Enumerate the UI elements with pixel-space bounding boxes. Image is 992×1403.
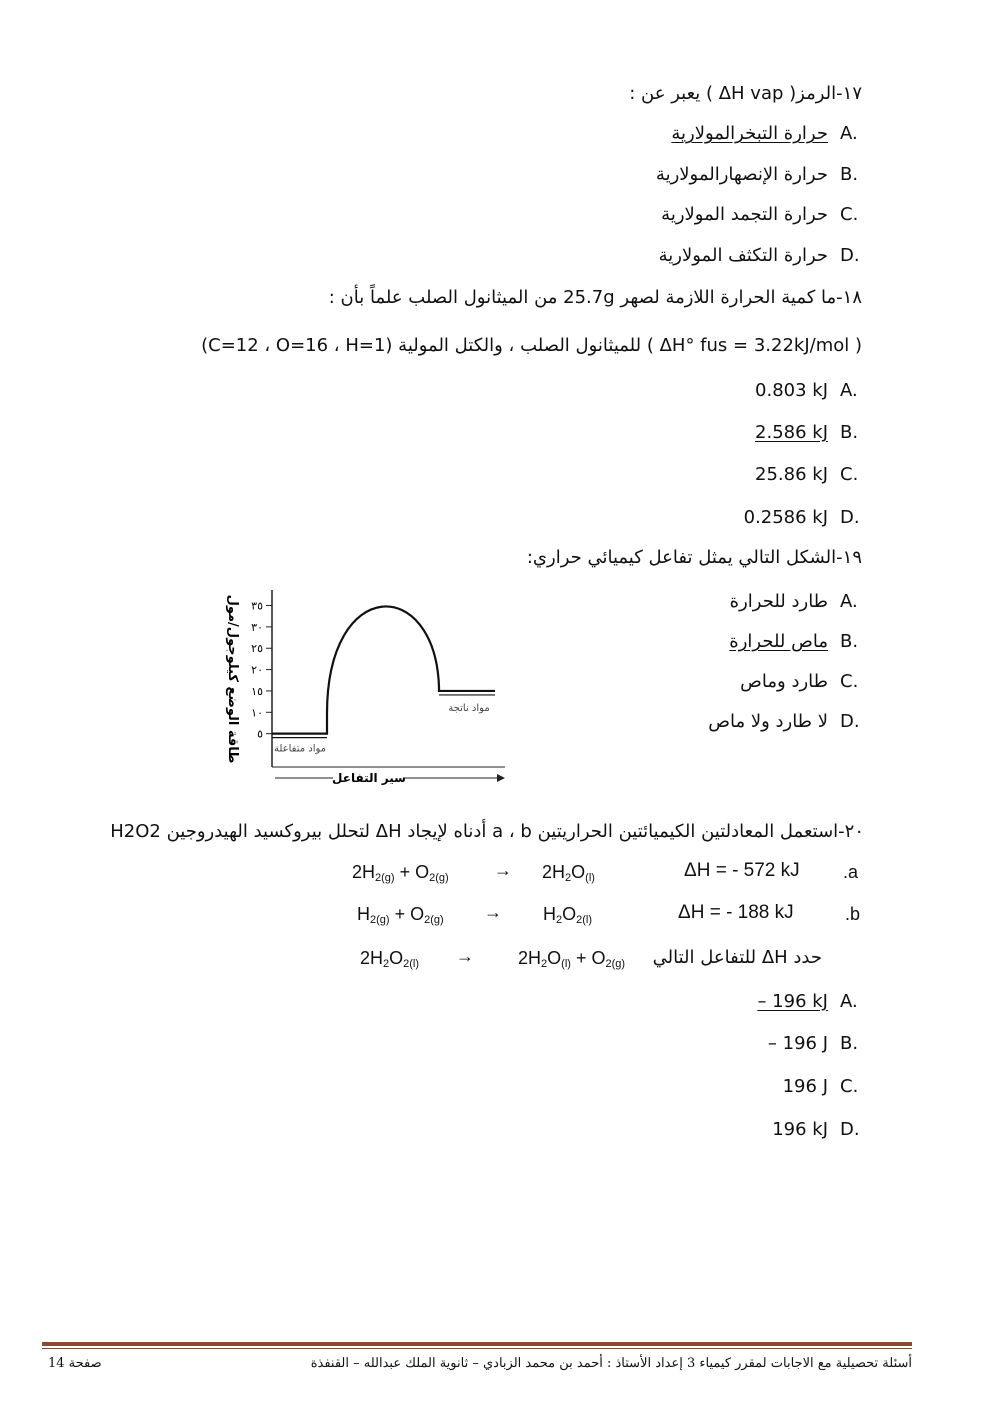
q19-stem: ١٩-الشكل التالي يمثل تفاعل كيميائي حراري: — [526, 547, 862, 568]
q18-given: ( ΔH° fus = 3.22kJ/mol ) للميثانول الصلب ، والكتل المولية (C=12 ، O=16 ، H=1) — [201, 335, 862, 356]
x-arrow-head-icon — [497, 774, 505, 782]
q19-option-b: B.ماص للحرارة — [729, 631, 859, 652]
footer-page-number: صفحة 14 — [48, 1356, 102, 1371]
x-axis-label: سير التفاعل — [332, 771, 406, 785]
eq-a-enthalpy: ΔH = - 572 kJ — [684, 860, 800, 881]
eq-a-arrow: → — [494, 860, 512, 880]
y-tick-label: ١٥ — [251, 684, 263, 698]
q20-stem: ٢٠-استعمل المعادلتين الكيميائتين الحراريتين a ، b أدناه لإيجاد ΔH لتحلل بيروكسيد الهيدروجين H2O2 — [110, 821, 864, 842]
q17-option-b: B.حرارة الإنصهارالمولارية — [655, 164, 859, 185]
eq-b-label: .b — [845, 904, 861, 924]
energy-diagram-chart — [215, 582, 515, 792]
q18-option-a: A.0.803 kJ — [755, 380, 858, 401]
eq-a-label: .a — [843, 862, 859, 882]
eq-b-products: $H_2O_{2(l)}$ — [543, 904, 593, 926]
y-tick-label: ٢٥ — [251, 642, 263, 656]
q17-option-d: D.حرارة التكثف المولارية — [658, 245, 860, 266]
q18-option-b: B.2.586 kJ — [755, 422, 859, 443]
q20-option-a: A.– 196 kJ — [757, 991, 858, 1012]
eq-target-products: $2H_2O_{(l)} + O_{2(g)}$ — [518, 948, 626, 970]
page-footer — [42, 1356, 912, 1376]
q19-option-d: D.لا طارد ولا ماص — [708, 711, 860, 732]
y-axis-label: طاقة الوضع كيلوجول/مول — [225, 594, 240, 764]
reactant-label: مواد متفاعلة — [273, 743, 327, 755]
q18-option-d: D.0.2586 kJ — [743, 507, 860, 528]
eq-target-reactant: $2H_2O_{2(l)}$ — [360, 948, 420, 970]
footer-title: أسئلة تحصيلية مع الاجابات لمقرر كيمياء 3 إعداد الأستاذ : أحمد بن محمد الزبادي – ثانوية الملك عبدالله – القنفذة — [310, 1356, 912, 1371]
eq-b-enthalpy: ΔH = - 188 kJ — [678, 902, 794, 923]
q20-option-d: D.196 kJ — [772, 1119, 860, 1140]
q20-option-b: B.– 196 J — [767, 1033, 859, 1054]
footer-rule-thick — [42, 1342, 912, 1346]
q19-option-a: A.طارد للحرارة — [729, 591, 858, 612]
q20-option-c: C.196 J — [782, 1076, 859, 1097]
footer-rule-thin — [42, 1348, 912, 1349]
q17-stem: ١٧-الرمز( ΔH vap ) يعبر عن : — [629, 83, 862, 104]
y-tick-label: ١٠ — [251, 706, 263, 720]
q19-option-c: C.طارد وماص — [740, 671, 859, 692]
q18-option-c: C.25.86 kJ — [755, 464, 859, 485]
q18-stem: ١٨-ما كمية الحرارة اللازمة لصهر 25.7g من الميثانول الصلب علماً بأن : — [328, 287, 862, 308]
y-tick-label: ٣٠ — [251, 620, 263, 634]
energy-curve — [272, 606, 495, 733]
q17-option-c: C.حرارة التجمد المولارية — [661, 204, 859, 225]
y-tick-label: ٣٥ — [251, 599, 263, 613]
eq-target-arrow: → — [456, 946, 474, 966]
q17-option-a: A.حرارة التبخرالمولارية — [671, 123, 858, 144]
y-tick-label: ٢٠ — [251, 663, 263, 677]
product-label: مواد ناتجة — [448, 702, 490, 714]
eq-a-reactants: $2H_{2(g)} + O_{2(g)}$ — [352, 862, 449, 884]
eq-b-arrow: → — [484, 902, 502, 922]
y-tick-label: ٥ — [257, 727, 263, 741]
eq-a-products: $2H_2O_{(l)}$ — [542, 862, 595, 884]
eq-b-reactants: $H_{2(g)} + O_{2(g)}$ — [357, 904, 444, 926]
q20-find-text: حدد ΔH للتفاعل التالي — [652, 947, 822, 968]
